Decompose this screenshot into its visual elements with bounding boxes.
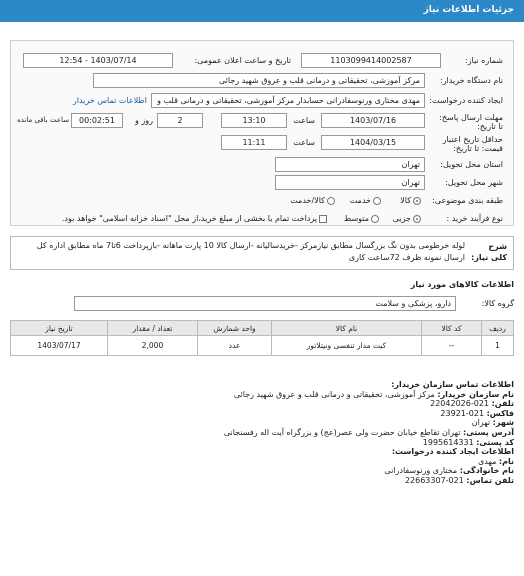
cell-unit: عدد bbox=[198, 336, 272, 356]
days-label: روز و bbox=[135, 116, 153, 125]
process-option-minor-label: جزیی bbox=[392, 214, 411, 223]
buyer-contact-fax bbox=[10, 409, 514, 419]
creator-contact-name-label: نام: bbox=[498, 456, 514, 466]
row-need-number bbox=[19, 53, 503, 69]
buyer-contact-name bbox=[10, 390, 514, 400]
category-option-goods-label: کالا bbox=[400, 196, 411, 205]
buyer-contact-name-value: مرکز آموزشی، تحقیقاتی و درمانی قلب و عروق شهید رجائی bbox=[233, 389, 435, 399]
process-option-medium[interactable] bbox=[344, 214, 379, 223]
cell-name: کیت مدار تنفسی ونیتلاتور bbox=[272, 336, 422, 356]
buyer-contact-title: اطلاعات تماس سازمان خریدار: bbox=[391, 380, 514, 389]
goods-group-row bbox=[10, 296, 514, 312]
row-city bbox=[19, 175, 503, 191]
process-option-medium-label: متوسط bbox=[343, 214, 369, 223]
deadline-date-field: 1403/07/16 bbox=[321, 113, 425, 128]
category-option-both-label: کالا/خدمت bbox=[290, 196, 325, 205]
category-option-service[interactable] bbox=[350, 196, 381, 205]
radio-selected-icon bbox=[413, 197, 421, 205]
category-option-goods[interactable] bbox=[400, 196, 421, 205]
days-field: 2 bbox=[157, 113, 203, 128]
validity-time-label: ساعت bbox=[293, 138, 315, 147]
col-unit: واحد شمارش bbox=[198, 321, 272, 336]
contact-footer bbox=[10, 380, 514, 486]
deadline-time-field: 13:10 bbox=[221, 113, 287, 128]
radio-icon bbox=[327, 197, 335, 205]
col-code: کد کالا bbox=[422, 321, 482, 336]
buyer-contact-phone-value: 021-22042026 bbox=[430, 399, 490, 409]
cell-code: -- bbox=[422, 336, 482, 356]
validity-time-field: 11:11 bbox=[221, 135, 287, 150]
description-box bbox=[10, 236, 514, 270]
buyer-contact-city bbox=[10, 418, 514, 428]
creator-contact-phone-value: 021-22663307 bbox=[404, 475, 464, 485]
city-field: تهران bbox=[275, 175, 425, 190]
row-deadline bbox=[19, 113, 503, 129]
description-label: شرح کلی نیاز: bbox=[471, 242, 507, 262]
creator-label: ایجاد کننده درخواست: bbox=[429, 96, 503, 105]
contact-info-link[interactable]: اطلاعات تماس خریدار bbox=[72, 96, 147, 105]
process-option-minor[interactable] bbox=[393, 214, 421, 223]
buyer-contact-phone-label: تلفن: bbox=[491, 399, 514, 409]
treasury-payment-checkbox[interactable] bbox=[62, 214, 327, 223]
buyer-contact-fax-label: فاکس: bbox=[486, 408, 514, 418]
validity-date-field: 1404/03/15 bbox=[321, 135, 425, 150]
need-number-field: 1103099414002587 bbox=[301, 53, 441, 68]
col-name: نام کالا bbox=[272, 321, 422, 336]
row-buyer bbox=[19, 73, 503, 89]
creator-field: مهدی مختاری ورنوسفادرانی حسابدار مرکز آموزشی، تحقیقاتی و درمانی قلب و bbox=[151, 93, 425, 108]
page-header bbox=[0, 0, 524, 22]
table-row bbox=[11, 336, 514, 356]
row-process bbox=[19, 211, 503, 227]
col-qty: تعداد / مقدار bbox=[108, 321, 198, 336]
creator-contact-name bbox=[10, 457, 514, 467]
remaining-label: ساعت باقی مانده bbox=[17, 116, 69, 124]
radio-icon bbox=[373, 197, 381, 205]
province-label: استان محل تحویل: bbox=[440, 160, 503, 169]
buyer-contact-fax-value: 021-23921 bbox=[440, 408, 485, 418]
radio-selected-icon bbox=[413, 215, 421, 223]
row-category bbox=[19, 193, 503, 209]
category-option-both[interactable] bbox=[290, 196, 335, 205]
row-creator bbox=[19, 93, 503, 109]
creator-contact-phone-label: تلفن تماس: bbox=[466, 475, 514, 485]
buyer-label: نام دستگاه خریدار: bbox=[440, 76, 503, 85]
buyer-contact-address-label: آدرس پستی: bbox=[463, 427, 514, 437]
creator-contact-family-value: مختاری ورنوسفادرانی bbox=[384, 466, 458, 476]
buyer-contact-city-label: شهر: bbox=[492, 418, 514, 428]
buyer-contact-postal-label: کد پستی: bbox=[476, 437, 514, 447]
radio-icon bbox=[371, 215, 379, 223]
creator-contact-phone bbox=[10, 476, 514, 486]
category-label: طبقه بندی موضوعی: bbox=[432, 196, 503, 205]
city-label: شهر محل تحویل: bbox=[445, 178, 503, 187]
buyer-contact-postal-value: 1995614331 bbox=[422, 437, 474, 447]
creator-contact-title: اطلاعات ایجاد کننده درخواست: bbox=[391, 447, 514, 457]
cell-date: 1403/07/17 bbox=[11, 336, 108, 356]
col-row: ردیف bbox=[482, 321, 514, 336]
validity-label: حداقل تاریخ اعتبار قیمت: تا تاریخ: bbox=[442, 135, 503, 153]
province-field: تهران bbox=[275, 157, 425, 172]
goods-table-header bbox=[11, 321, 514, 336]
goods-section-title: اطلاعات کالاهای مورد نیاز bbox=[410, 280, 514, 289]
payment-note: پرداخت تمام یا بخشی از مبلغ خرید،از محل "اسناد خزانه اسلامی" خواهد بود. bbox=[61, 214, 317, 223]
goods-group-field: دارو، پزشکی و سلامت bbox=[74, 296, 456, 311]
buyer-contact-address bbox=[10, 428, 514, 438]
goods-table bbox=[10, 320, 514, 356]
announce-field: 1403/07/14 - 12:54 bbox=[23, 53, 173, 68]
deadline-label: مهلت ارسال پاسخ: تا تاریخ: bbox=[439, 113, 503, 131]
need-details-panel bbox=[10, 40, 514, 226]
buyer-contact-phone bbox=[10, 399, 514, 409]
page-title: جزئیات اطلاعات نیاز bbox=[423, 5, 514, 15]
col-date: تاریخ نیاز bbox=[11, 321, 108, 336]
need-number-label: شماره نیاز: bbox=[465, 56, 503, 65]
buyer-contact-city-value: تهران bbox=[471, 418, 491, 428]
buyer-contact-name-label: نام سازمان خریدار: bbox=[437, 389, 514, 399]
announce-label: تاریخ و ساعت اعلان عمومی: bbox=[194, 56, 291, 65]
buyer-contact-postal bbox=[10, 438, 514, 448]
checkbox-icon bbox=[319, 215, 327, 223]
deadline-time-label: ساعت bbox=[293, 116, 315, 125]
cell-qty: 2,000 bbox=[108, 336, 198, 356]
description-text: لوله خرطومی بدون نگ بزرگسال مطابق نیازمرکز -خریدسالیانه -ارسال کالا 10 پارت ماهانه -بازپرداخت 6تا7 ماه مطابق اداره کل ارسال نمونه ظرف 72ساعت کاری bbox=[36, 241, 465, 262]
creator-contact-family-label: نام خانوادگی: bbox=[459, 466, 514, 476]
cell-row: 1 bbox=[482, 336, 514, 356]
buyer-contact-address-value: تهران تقاطع خیابان حضرت ولی عصر(عج) و بزرگراه آیت اله رفسنجانی bbox=[223, 427, 461, 437]
remaining-time-field: 00:02:51 bbox=[71, 113, 123, 128]
goods-group-label: گروه کالا: bbox=[481, 299, 514, 308]
row-province bbox=[19, 157, 503, 173]
creator-contact-family bbox=[10, 466, 514, 476]
creator-contact-name-value: مهدی bbox=[477, 456, 497, 466]
buyer-field: مرکز آموزشی، تحقیقاتی و درمانی قلب و عروق شهید رجائی bbox=[93, 73, 425, 88]
category-option-service-label: خدمت bbox=[349, 196, 371, 205]
row-validity bbox=[19, 135, 503, 151]
process-label: نوع فرآیند خرید : bbox=[446, 214, 503, 223]
